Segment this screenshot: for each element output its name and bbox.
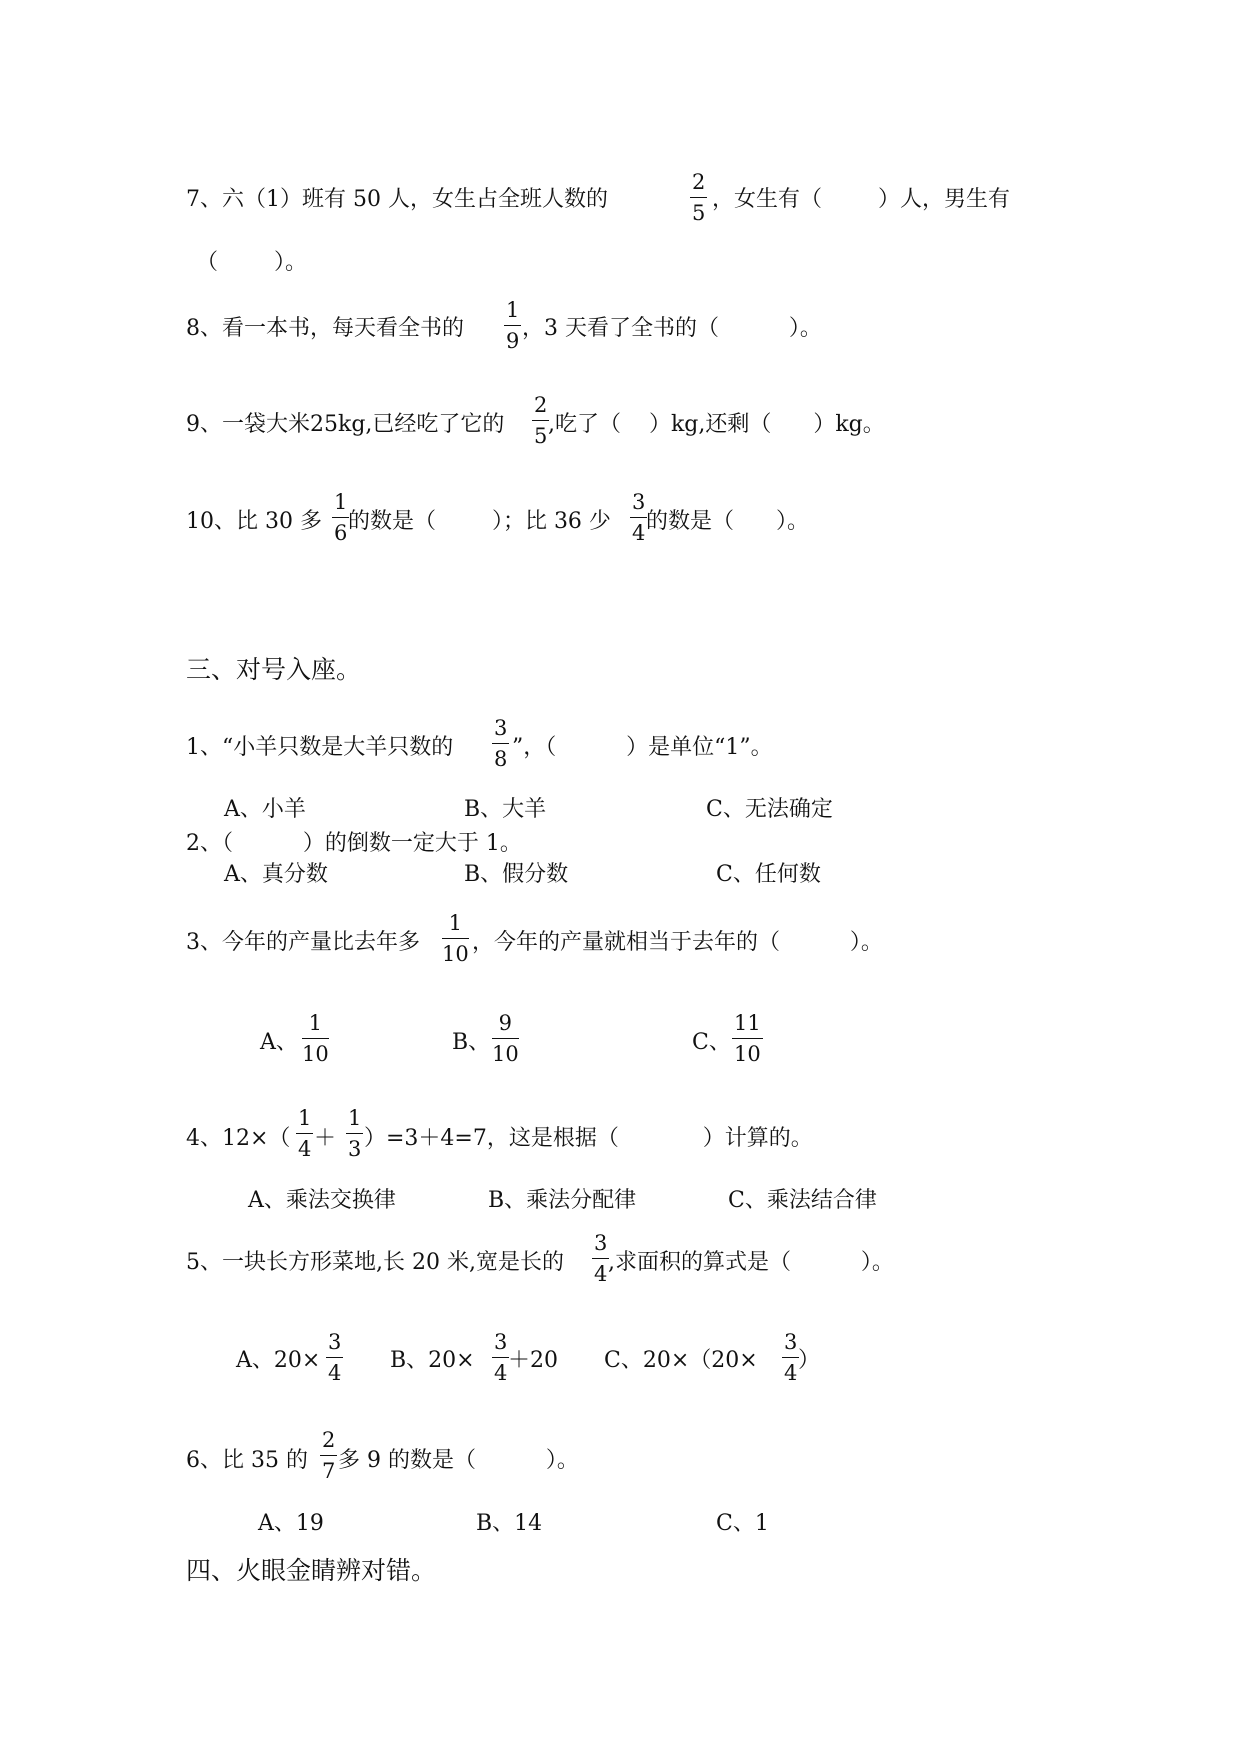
- s3q3-option-c-fraction: [732, 1013, 763, 1065]
- s3q4-option-c: C、乘法结合律: [728, 1188, 877, 1213]
- q7-text-a: 7、六（1）班有 50 人，女生占全班人数的: [186, 187, 608, 212]
- fraction-denominator: 9: [506, 329, 520, 353]
- fraction-denominator: 10: [302, 1042, 329, 1066]
- fraction-numerator: 3: [632, 490, 646, 514]
- fraction-numerator: 1: [448, 911, 463, 935]
- fraction-numerator: 1: [348, 1106, 362, 1130]
- s3q2-option-c: C、任何数: [716, 862, 821, 887]
- fraction-denominator: 4: [298, 1137, 312, 1161]
- q9-text-b: ,吃了（ ）kg,还剩（ ）kg。: [548, 412, 885, 437]
- q9-text-a: 9、一袋大米25kg,已经吃了它的: [186, 412, 505, 437]
- fraction-denominator: 6: [334, 521, 348, 545]
- section-3-heading: 三、对号入座。: [186, 655, 362, 684]
- s3q5-text-a: 5、一块长方形菜地,长 20 米,宽是长的: [186, 1250, 564, 1275]
- s3q5-option-c: C、20×（20×: [604, 1348, 758, 1373]
- s3q4-option-b: B、乘法分配律: [488, 1188, 637, 1213]
- s3q3-option-b-label: B、: [452, 1030, 491, 1055]
- q7-fraction: [690, 172, 707, 224]
- fraction-numerator: 3: [494, 716, 508, 740]
- s3q3-option-c-label: C、: [692, 1030, 731, 1055]
- fraction-denominator: 7: [322, 1459, 336, 1483]
- s3q1-text-a: 1、“小羊只数是大羊只数的: [186, 735, 454, 760]
- fraction-denominator: 4: [328, 1361, 342, 1385]
- fraction-numerator: 3: [594, 1231, 608, 1255]
- s3q1-text-b: ”，（ ）是单位“1”。: [512, 735, 773, 760]
- q10-text-c: 的数是（ ）。: [646, 509, 809, 534]
- fraction-numerator: 2: [692, 170, 706, 194]
- s3q3-option-b-fraction: [492, 1013, 519, 1065]
- fraction-numerator: 3: [494, 1330, 508, 1354]
- s3q3-option-a-label: A、: [260, 1030, 298, 1055]
- section-4-heading: 四、火眼金睛辨对错。: [186, 1556, 437, 1585]
- fraction-denominator: 5: [534, 424, 548, 448]
- s3q4-fraction-2: [346, 1108, 363, 1160]
- fraction-numerator: 1: [334, 490, 348, 514]
- s3q6-text-b: 多 9 的数是（ ）。: [338, 1448, 579, 1473]
- s3q2-text: 2、（ ）的倒数一定大于 1。: [186, 831, 522, 856]
- s3q4-plus: ＋: [314, 1126, 337, 1151]
- s3q5-option-a: A、20×: [236, 1348, 321, 1373]
- fraction-denominator: 3: [348, 1137, 362, 1161]
- s3q5-option-b: B、20×: [390, 1348, 475, 1373]
- fraction-numerator: 1: [308, 1011, 323, 1035]
- fraction-denominator: 4: [494, 1361, 508, 1385]
- s3q5-text-b: ,求面积的算式是（ ）。: [608, 1250, 894, 1275]
- q9-fraction: [532, 395, 549, 447]
- s3q6-fraction: [320, 1430, 337, 1482]
- fraction-denominator: 8: [494, 747, 508, 771]
- s3q5-option-c-tail: ）: [798, 1348, 821, 1373]
- s3q4-option-a: A、乘法交换律: [248, 1188, 396, 1213]
- fraction-denominator: 10: [734, 1042, 761, 1066]
- s3q3-option-a-fraction: [302, 1013, 329, 1065]
- s3q6-option-b: B、14: [476, 1511, 543, 1536]
- q10-text-b: 的数是（ ）；比 36 少: [348, 509, 611, 534]
- s3q3-text-b: ，今年的产量就相当于去年的（ ）。: [472, 930, 883, 955]
- fraction-numerator: 2: [322, 1428, 336, 1452]
- s3q6-option-c: C、1: [716, 1511, 769, 1536]
- s3q4-text-b: ）=3＋4=7，这是根据（ ）计算的。: [364, 1126, 813, 1151]
- s3q5-option-b-tail: ＋20: [508, 1348, 558, 1373]
- s3q5-option-a-fraction: [326, 1332, 343, 1384]
- fraction-denominator: 10: [442, 942, 469, 966]
- s3q1-fraction: [492, 718, 509, 770]
- s3q1-option-a: A、小羊: [224, 797, 306, 822]
- fraction-denominator: 10: [492, 1042, 519, 1066]
- fraction-numerator: 1: [506, 298, 520, 322]
- q8-fraction: [504, 300, 521, 352]
- s3q4-fraction-1: [296, 1108, 313, 1160]
- fraction-denominator: 4: [784, 1361, 798, 1385]
- s3q3-text-a: 3、今年的产量比去年多: [186, 930, 420, 955]
- fraction-numerator: 11: [734, 1011, 761, 1035]
- s3q1-option-c: C、无法确定: [706, 797, 833, 822]
- s3q6-text-a: 6、比 35 的: [186, 1448, 308, 1473]
- q8-text-a: 8、看一本书，每天看全书的: [186, 316, 464, 341]
- s3q3-fraction: [442, 913, 469, 965]
- s3q5-fraction: [592, 1233, 609, 1285]
- fraction-numerator: 9: [498, 1011, 513, 1035]
- q7-text-c: （ ）。: [196, 250, 307, 275]
- s3q2-option-a: A、真分数: [224, 862, 328, 887]
- s3q4-text-a: 4、12×（: [186, 1126, 291, 1151]
- fraction-numerator: 3: [328, 1330, 342, 1354]
- q10-fraction-1: [332, 492, 349, 544]
- fraction-denominator: 4: [632, 521, 646, 545]
- fraction-numerator: 2: [534, 393, 548, 417]
- fraction-denominator: 5: [692, 201, 706, 225]
- s3q1-option-b: B、大羊: [464, 797, 547, 822]
- fraction-numerator: 1: [298, 1106, 312, 1130]
- s3q6-option-a: A、19: [258, 1511, 324, 1536]
- s3q2-option-b: B、假分数: [464, 862, 569, 887]
- fraction-denominator: 4: [594, 1262, 608, 1286]
- q10-text-a: 10、比 30 多: [186, 509, 322, 534]
- q10-fraction-2: [630, 492, 647, 544]
- q7-text-b: ，女生有（ ）人，男生有: [712, 187, 1010, 212]
- q8-text-b: ，3 天看了全书的（ ）。: [522, 316, 822, 341]
- s3q5-option-c-fraction: [782, 1332, 799, 1384]
- s3q5-option-b-fraction: [492, 1332, 509, 1384]
- fraction-numerator: 3: [784, 1330, 798, 1354]
